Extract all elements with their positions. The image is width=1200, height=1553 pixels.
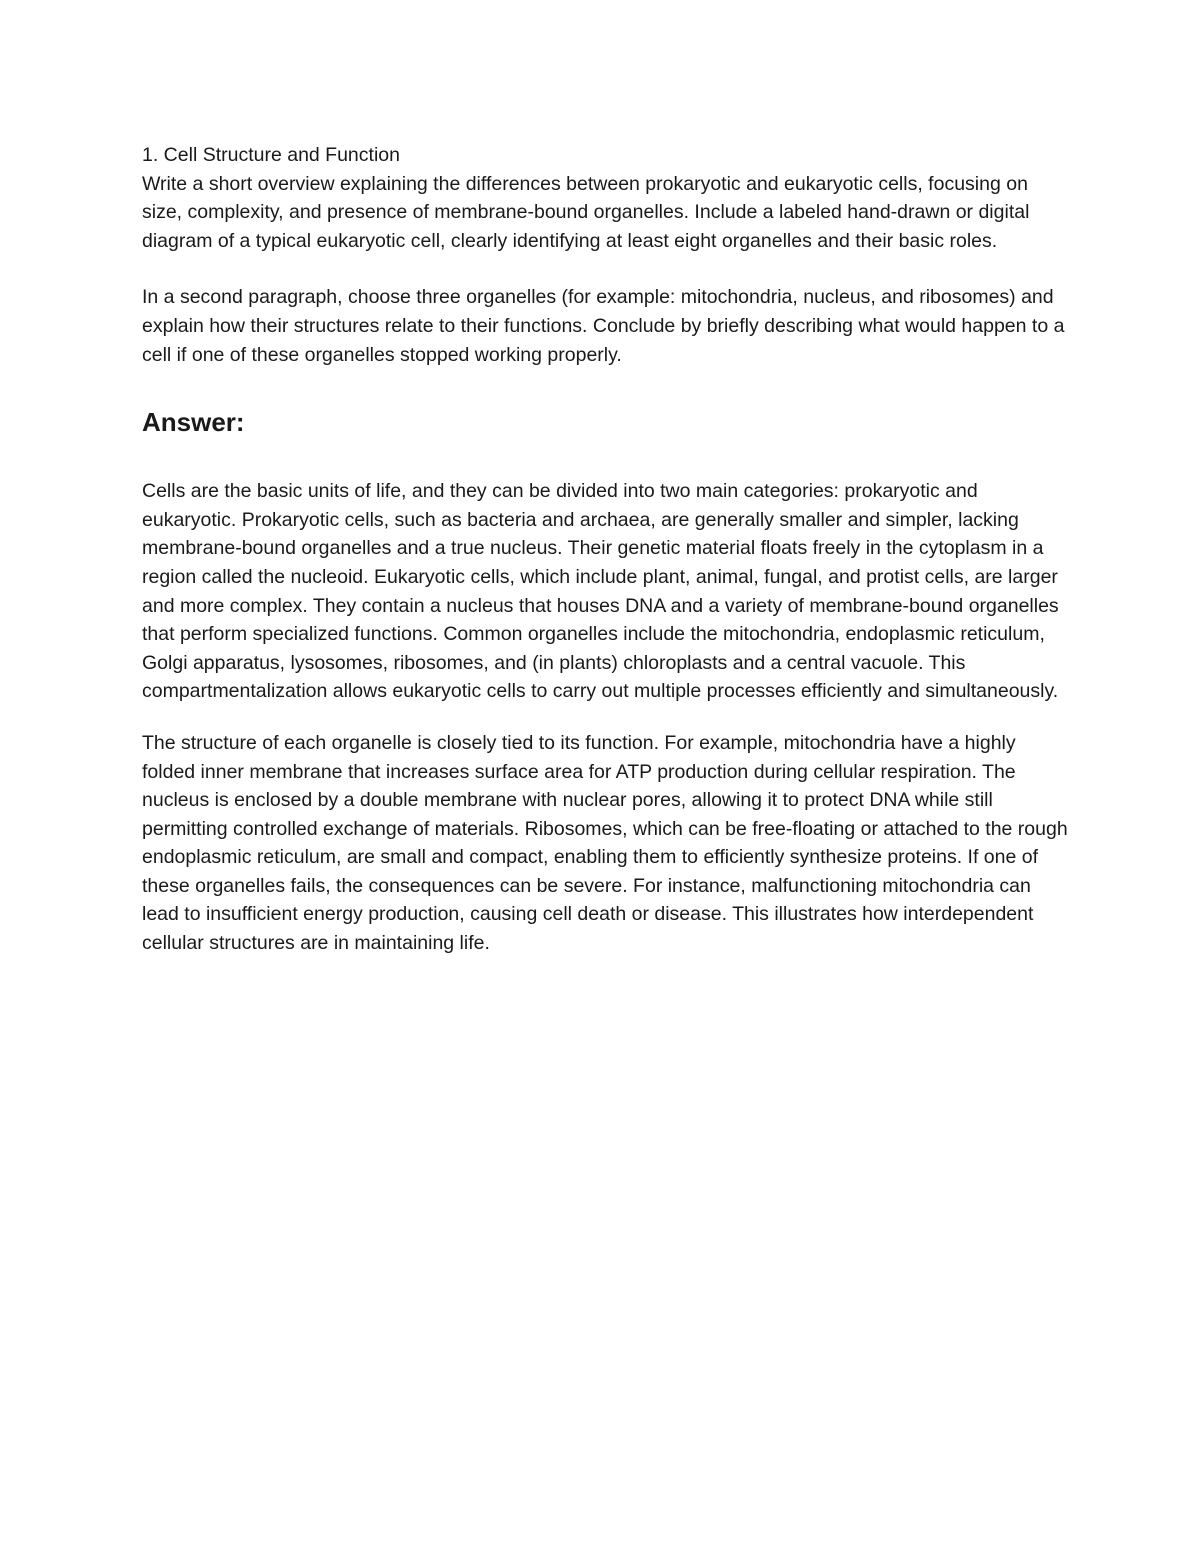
question-block [142, 141, 1072, 255]
answer-paragraph-2: The structure of each organelle is closely tied to its function. For example, mitochondria have a highly folded inner membrane that increases surface area for ATP production during cellular respiration. The nucleus is enclosed by a double membrane with nuclear pores, allowing it to protect DNA while still permitting controlled exchange of materials. Ribosomes, which can be free-floating or attached to the rough endoplasmic reticulum, are small and compact, enabling them to efficiently synthesize proteins. If one of these organelles fails, the consequences can be severe. For instance, malfunctioning mitochondria can lead to insufficient energy production, causing cell death or disease. This illustrates how interdependent cellular structures are in maintaining life. [142, 731, 1068, 955]
question-title: 1. Cell Structure and Function [142, 144, 400, 166]
answer-paragraph-1: Cells are the basic units of life, and they can be divided into two main categories: prokaryotic and eukaryotic. Prokaryotic cells, such as bacteria and archaea, are generally smaller and simpler, lacking membrane-bound organelles and a true nucleus. Their genetic material floats freely in the cytoplasm in a region called the nucleoid. Eukaryotic cells, which include plant, animal, fungal, and protist cells, are larger and more complex. They contain a nucleus that houses DNA and a variety of membrane-bound organelles that perform specialized functions. Common organelles include the mitochondria, endoplasmic reticulum, Golgi apparatus, lysosomes, ribosomes, and (in plants) chloroplasts and a central vacuole. This compartmentalization allows eukaryotic cells to carry out multiple processes efficiently and simultaneously. [142, 480, 1059, 703]
document-page [142, 141, 1072, 981]
question-paragraph-2: In a second paragraph, choose three organelles (for example: mitochondria, nucleus, and ribosomes) and explain how their structures relate to their functions. Conclude by briefly describing what would happen to a cell if one of these organelles stopped working properly. [142, 286, 1070, 366]
question-paragraph-1: Write a short overview explaining the differences between prokaryotic and eukaryotic cells, focusing on size, complexity, and presence of membrane-bound organelles. Include a labeled hand-drawn or digital diagram of a typical eukaryotic cell, clearly identifying at least eight organelles and their basic roles. [142, 172, 1035, 252]
question-block-2 [142, 283, 1072, 369]
answer-heading: Answer: [142, 407, 245, 438]
